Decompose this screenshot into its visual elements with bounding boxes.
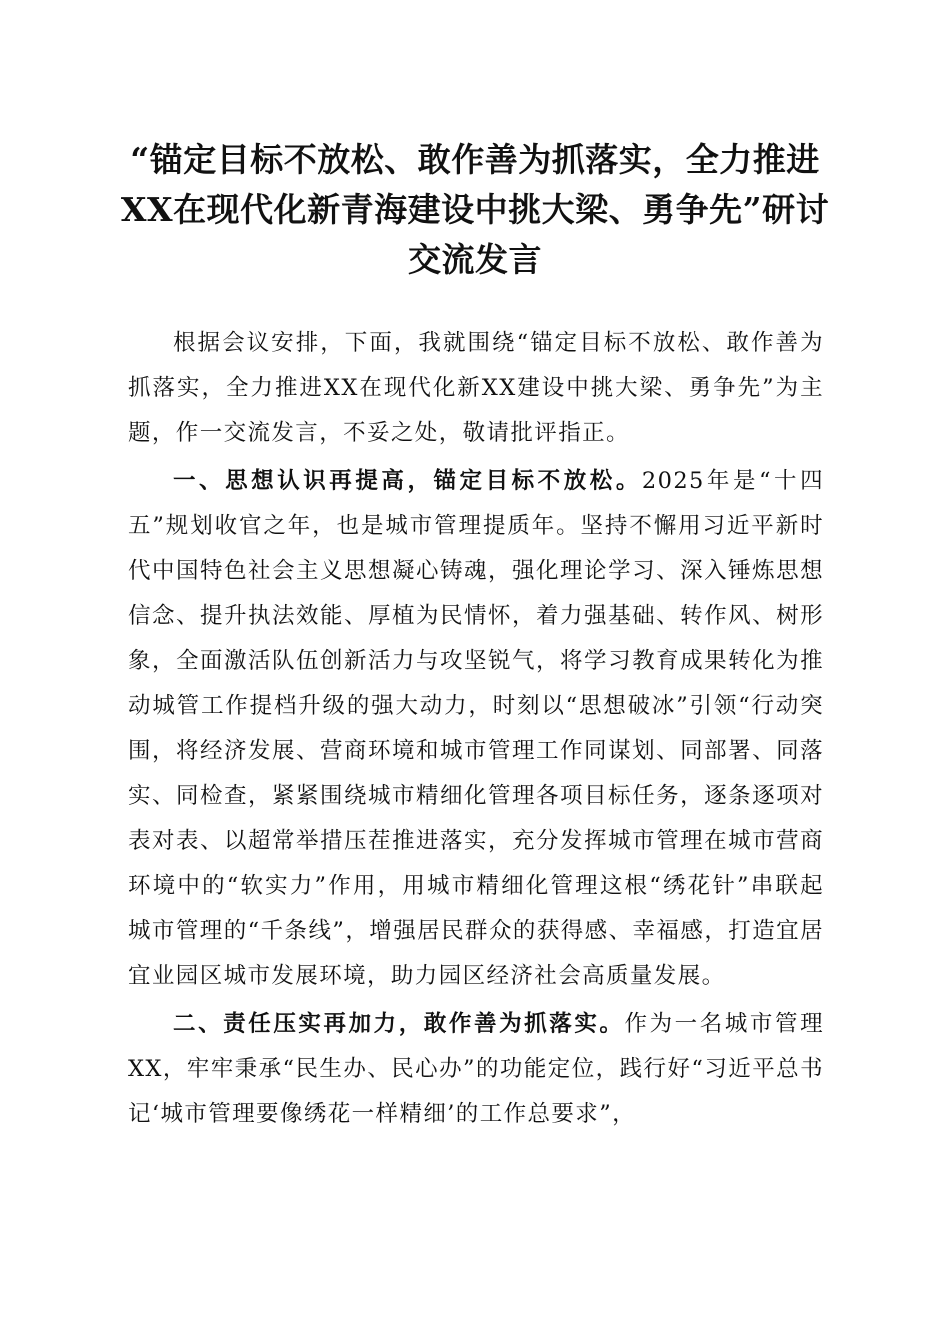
paragraph-section-1 — [128, 459, 824, 999]
paragraph-text: 作为一名城市管理XX，牢牢秉承“民生办、民心办”的功能定位，践行好“习近平总书记‘城市管理要像绣花一样精细’的工作总要求”， — [128, 1011, 825, 1127]
paragraph-text: 2025年是“十四五”规划收官之年，也是城市管理提质年。坚持不懈用习近平新时代中国特色社会主义思想凝心铸魂，强化理论学习、深入锤炼思想信念、提升执法效能、厚植为民情怀，着力强基础、转作风、树形象，全面激活队伍创新活力与攻坚锐气，将学习教育成果转化为推动城管工作提档升级的强大动力，时刻以“思想破冰”引领“行动突围，将经济发展、营商环境和城市管理工作同谋划、同部署、同落实、同检查，紧紧围绕城市精细化管理各项目标任务，逐条逐项对表对表、以超常举措压茬推进落实，充分发挥城市管理在城市营商环境中的“软实力”作用，用城市精细化管理这根“绣花针”串联起城市管理的“千条线”，增强居民群众的获得感、幸福感，打造宜居宜业园区城市发展环境，助力园区经济社会高质量发展。 — [128, 468, 824, 989]
document-title: “锚定目标不放松、敢作善为抓落实，全力推进XX在现代化新青海建设中挑大梁、勇争先”研讨交流发言 — [120, 140, 830, 279]
section-heading: 一、思想认识再提高，锚定目标不放松。 — [173, 468, 642, 494]
paragraph-section-2 — [128, 1002, 824, 1137]
paragraph-intro — [128, 321, 824, 456]
section-heading: 二、责任压实再加力，敢作善为抓落实。 — [173, 1011, 625, 1037]
document-body — [128, 321, 824, 1137]
paragraph-text: 根据会议安排，下面，我就围绕“锚定目标不放松、敢作善为抓落实，全力推进XX在现代化新XX建设中挑大梁、勇争先”为主题，作一交流发言，不妥之处，敬请批评指正。 — [128, 330, 824, 446]
